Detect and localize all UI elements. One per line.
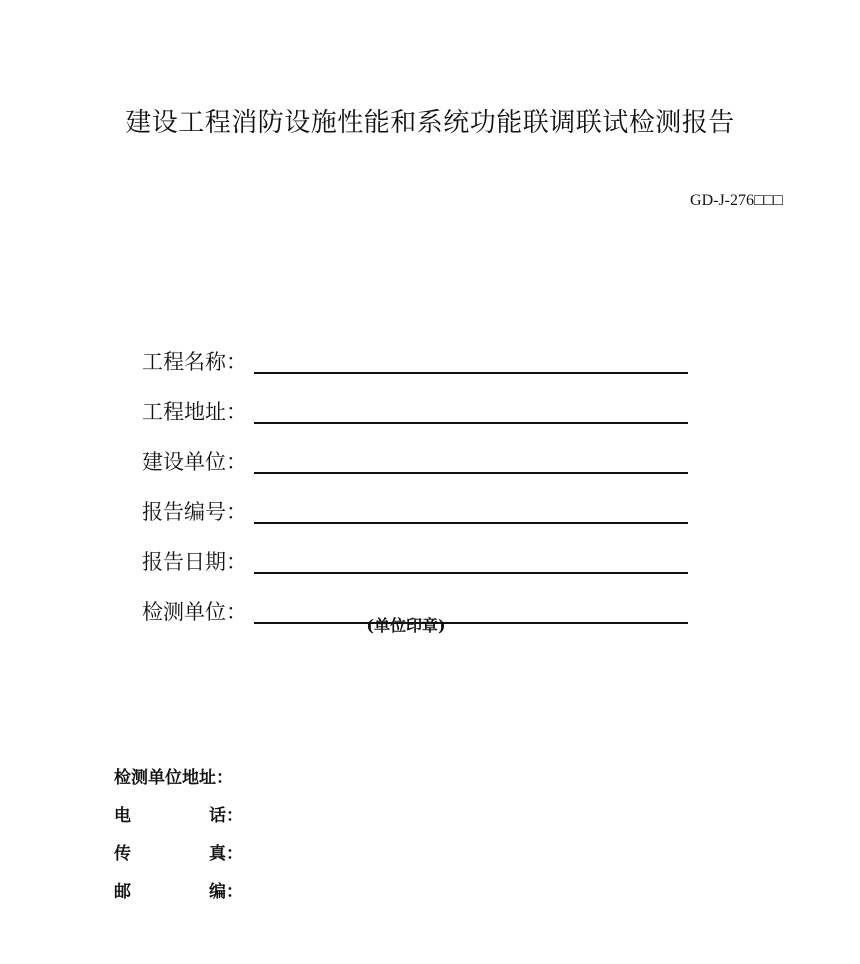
field-report-number <box>142 476 692 526</box>
report-code: GD-J-276□□□ <box>690 192 783 209</box>
field-underline[interactable] <box>254 498 688 524</box>
field-label: 建设单位： <box>142 450 247 474</box>
contact-fax-label-second: 真： <box>209 844 243 864</box>
field-underline[interactable] <box>254 548 688 574</box>
field-project-address <box>142 376 692 426</box>
report-title: 建设工程消防设施性能和系统功能联调联试检测报告 <box>125 108 735 138</box>
contact-fax-label-first: 传 <box>114 844 131 864</box>
field-label: 工程名称： <box>142 350 247 374</box>
contact-postcode-label-first: 邮 <box>114 882 131 902</box>
contact-info <box>114 764 243 916</box>
field-label: 报告编号： <box>142 500 247 524</box>
field-label: 检测单位： <box>142 600 247 624</box>
contact-fax <box>114 840 243 878</box>
field-underline[interactable] <box>254 448 688 474</box>
contact-phone-label-second: 话： <box>209 806 243 826</box>
field-project-name <box>142 326 692 376</box>
contact-postcode <box>114 878 243 916</box>
report-fields <box>142 326 692 626</box>
field-underline[interactable] <box>254 598 688 624</box>
contact-postcode-label-second: 编： <box>209 882 243 902</box>
field-report-date <box>142 526 692 576</box>
seal-note: (单位印章) <box>366 616 446 635</box>
contact-address <box>114 764 233 802</box>
contact-phone <box>114 802 243 840</box>
field-underline[interactable] <box>254 348 688 374</box>
field-label: 报告日期： <box>142 550 247 574</box>
field-construction-unit <box>142 426 692 476</box>
contact-phone-label-first: 电 <box>114 806 131 826</box>
field-underline[interactable] <box>254 398 688 424</box>
contact-address-label: 检测单位地址： <box>114 768 233 788</box>
field-label: 工程地址： <box>142 400 247 424</box>
